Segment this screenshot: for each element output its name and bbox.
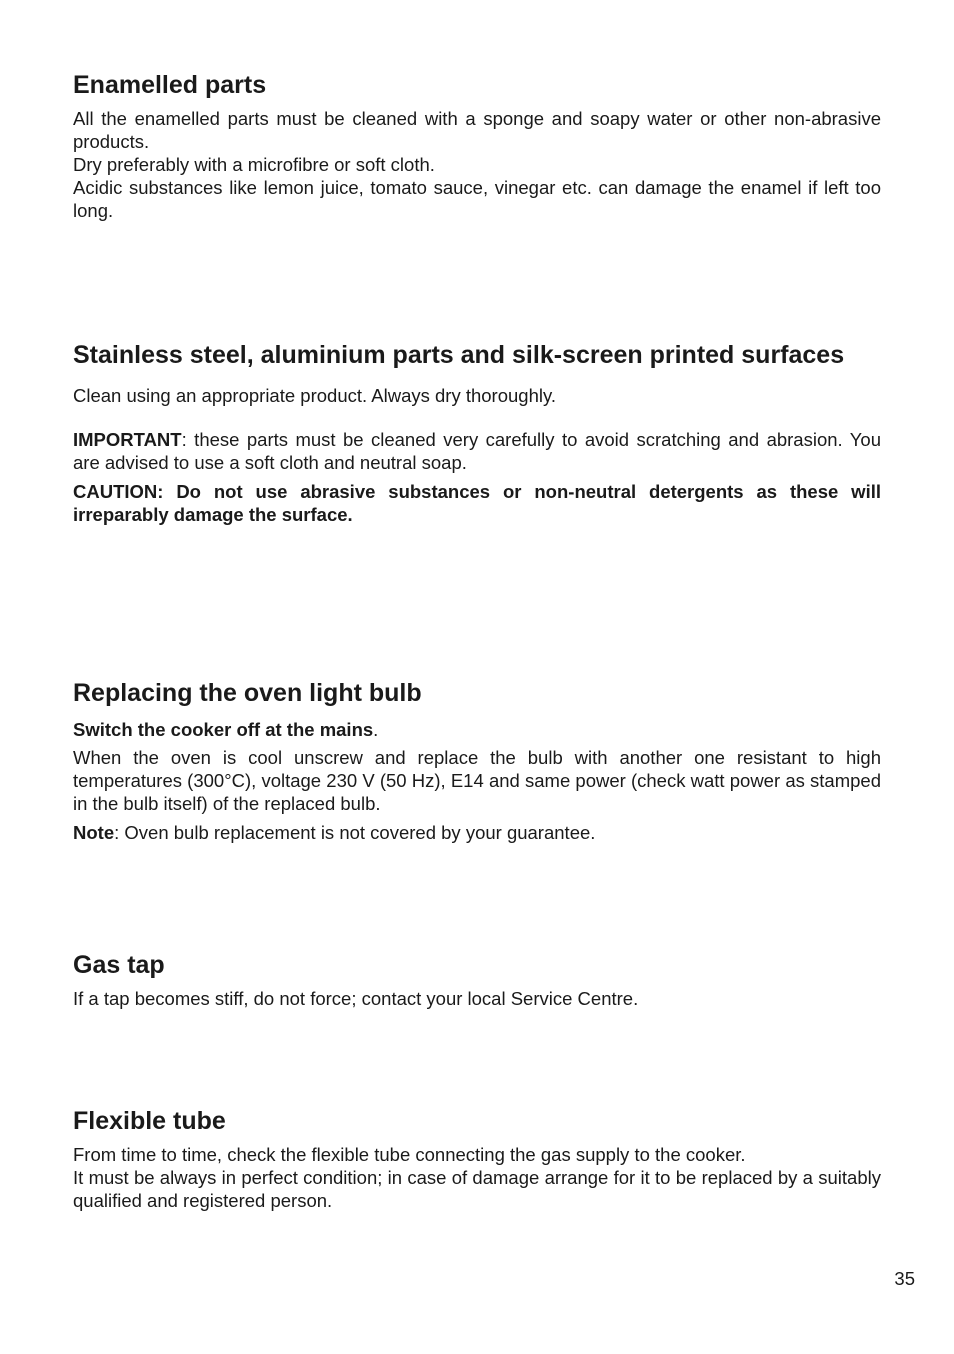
heading-gas-tap: Gas tap: [73, 951, 165, 979]
stainless-intro: Clean using an appropriate product. Always dry thoroughly.: [73, 385, 556, 406]
flexible-tube-line-1: From time to time, check the flexible tube connecting the gas supply to the cooker.: [73, 1144, 746, 1165]
bulb-switch-off: [73, 718, 881, 741]
stainless-important: [73, 428, 881, 474]
stainless-caution: CAUTION: Do not use abrasive substances or non-neutral detergents as these will irreparably damage the surface.: [73, 481, 881, 525]
gas-tap-text: If a tap becomes stiff, do not force; contact your local Service Centre.: [73, 988, 639, 1009]
heading-oven-light-bulb: Replacing the oven light bulb: [73, 679, 422, 707]
enamelled-line-1: All the enamelled parts must be cleaned with a sponge and soapy water or other non-abrasive products.: [73, 108, 881, 152]
heading-flexible-tube: Flexible tube: [73, 1107, 226, 1135]
note-label: Note: [73, 822, 115, 843]
page-number: 35: [894, 1268, 915, 1289]
switch-off-text: Switch the cooker off at the mains: [73, 719, 374, 740]
note-text: : Oven bulb replacement is not covered by your guarantee.: [114, 822, 596, 843]
bulb-note: [73, 821, 881, 844]
section-stainless-steel: [73, 340, 881, 526]
flexible-tube-line-2: It must be always in perfect condition; in case of damage arrange for it to be replaced by a suitably qualified and registered person.: [73, 1167, 881, 1211]
heading-enamelled-parts: Enamelled parts: [73, 71, 267, 99]
bulb-instructions: When the oven is cool unscrew and replace the bulb with another one resistant to high temperatures (300°C), voltage 230 V (50 Hz), E14 and same power (check watt power as stamped in the bulb itself) of the replaced bulb.: [73, 747, 881, 814]
section-gas-tap: [73, 950, 881, 1010]
enamelled-line-2: Dry preferably with a microfibre or soft cloth.: [73, 154, 435, 175]
section-flexible-tube: [73, 1106, 881, 1212]
section-oven-light-bulb: [73, 678, 881, 844]
heading-stainless-steel: Stainless steel, aluminium parts and silk-screen printed surfaces: [73, 341, 845, 369]
section-enamelled-parts: [73, 70, 881, 222]
enamelled-line-3: Acidic substances like lemon juice, tomato sauce, vinegar etc. can damage the enamel if left too long.: [73, 177, 881, 221]
important-label: IMPORTANT: [73, 429, 182, 450]
important-text: : these parts must be cleaned very carefully to avoid scratching and abrasion. You are advised to use a soft cloth and neutral soap.: [73, 429, 881, 473]
switch-off-period: .: [373, 719, 379, 740]
